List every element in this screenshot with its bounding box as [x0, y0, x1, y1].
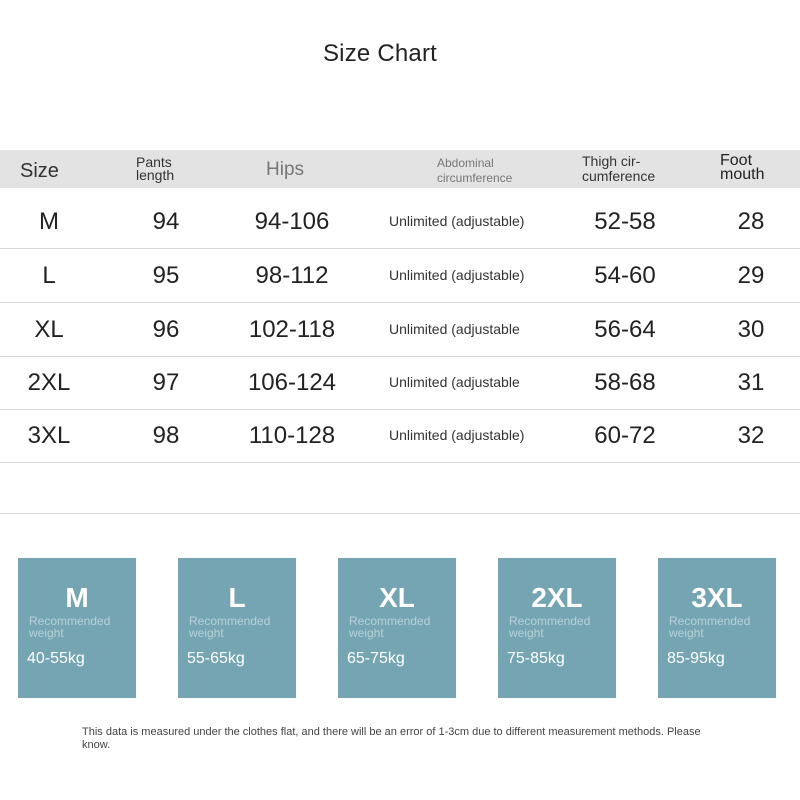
card-weight: 40-55kg [27, 650, 85, 667]
table-row [0, 195, 800, 249]
page-title: Size Chart [322, 40, 438, 67]
table-row [0, 303, 800, 357]
cell-thigh: 60-72 [594, 422, 656, 449]
cell-abdominal: Unlimited (adjustable) [389, 427, 525, 443]
section-divider [0, 513, 800, 514]
cell-abdominal: Unlimited (adjustable) [389, 213, 525, 229]
card-size: 3XL [691, 582, 743, 613]
weight-card-3xl [658, 558, 776, 698]
card-label: Recommended weight [669, 614, 751, 640]
weight-card-l [178, 558, 296, 698]
cell-pants-length: 95 [152, 262, 180, 289]
card-size: 2XL [531, 582, 583, 613]
card-size: XL [379, 582, 415, 613]
header-abd-line-1: Abdominal [437, 156, 494, 170]
cell-hips: 98-112 [255, 262, 329, 289]
cell-foot-mouth: 30 [737, 316, 765, 343]
cell-abdominal: Unlimited (adjustable [389, 374, 520, 390]
card-weight: 75-85kg [507, 650, 565, 667]
cell-size: M [39, 208, 59, 235]
cell-pants-length: 98 [152, 422, 180, 449]
header-abdominal [437, 156, 512, 186]
header-hips: Hips [266, 159, 305, 180]
card-weight: 55-65kg [187, 650, 245, 667]
cell-foot-mouth: 28 [737, 208, 765, 235]
cell-hips: 106-124 [247, 369, 337, 396]
card-label: Recommended weight [349, 614, 431, 640]
card-size: L [228, 582, 246, 613]
cell-foot-mouth: 31 [737, 369, 765, 396]
card-weight: 65-75kg [347, 650, 405, 667]
cell-pants-length: 96 [152, 316, 180, 343]
header-foot-line-1: Foot [720, 152, 753, 169]
card-label: Recommended weight [189, 614, 271, 640]
weight-card-xl [338, 558, 456, 698]
header-abd-line-2: circumference [437, 171, 513, 185]
cell-hips: 94-106 [254, 208, 330, 235]
table-row [0, 409, 800, 463]
cell-size: XL [34, 316, 64, 343]
cell-abdominal: Unlimited (adjustable [389, 321, 520, 337]
header-pants-line-2: length [136, 167, 175, 183]
measurement-note: This data is measured under the clothes flat, and there will be an error of 1-3cm due to different measurement methods. Please know. [82, 726, 701, 751]
header-thigh-line-2: cumference [582, 168, 656, 184]
cell-abdominal: Unlimited (adjustable) [389, 267, 525, 283]
header-thigh-line-1: Thigh cir- [582, 153, 641, 169]
cell-thigh: 56-64 [594, 316, 656, 343]
card-size: M [65, 582, 89, 613]
weight-card-2xl [498, 558, 616, 698]
card-weight: 85-95kg [667, 650, 725, 667]
cell-pants-length: 97 [152, 369, 180, 396]
cell-thigh: 52-58 [594, 208, 656, 235]
cell-hips: 110-128 [248, 422, 336, 449]
cell-pants-length: 94 [152, 208, 180, 235]
cell-foot-mouth: 29 [737, 262, 765, 289]
card-label: Recommended weight [509, 614, 591, 640]
cell-size: 3XL [27, 422, 71, 449]
card-label: Recommended weight [29, 614, 111, 640]
table-row [0, 249, 800, 303]
weight-card-m [18, 558, 136, 698]
header-thigh [582, 154, 655, 184]
cell-foot-mouth: 32 [737, 422, 765, 449]
cell-hips: 102-118 [248, 316, 336, 343]
cell-size: L [42, 262, 56, 289]
header-size: Size [20, 160, 59, 182]
header-pants-length [136, 156, 174, 182]
header-foot-mouth [720, 154, 764, 182]
table-row [0, 356, 800, 410]
header-foot-line-2: mouth [720, 166, 765, 183]
cell-thigh: 58-68 [594, 369, 656, 396]
cell-size: 2XL [27, 369, 71, 396]
table-header [0, 150, 800, 188]
cell-thigh: 54-60 [594, 262, 656, 289]
header-pants-line-1: Pants [136, 154, 172, 170]
